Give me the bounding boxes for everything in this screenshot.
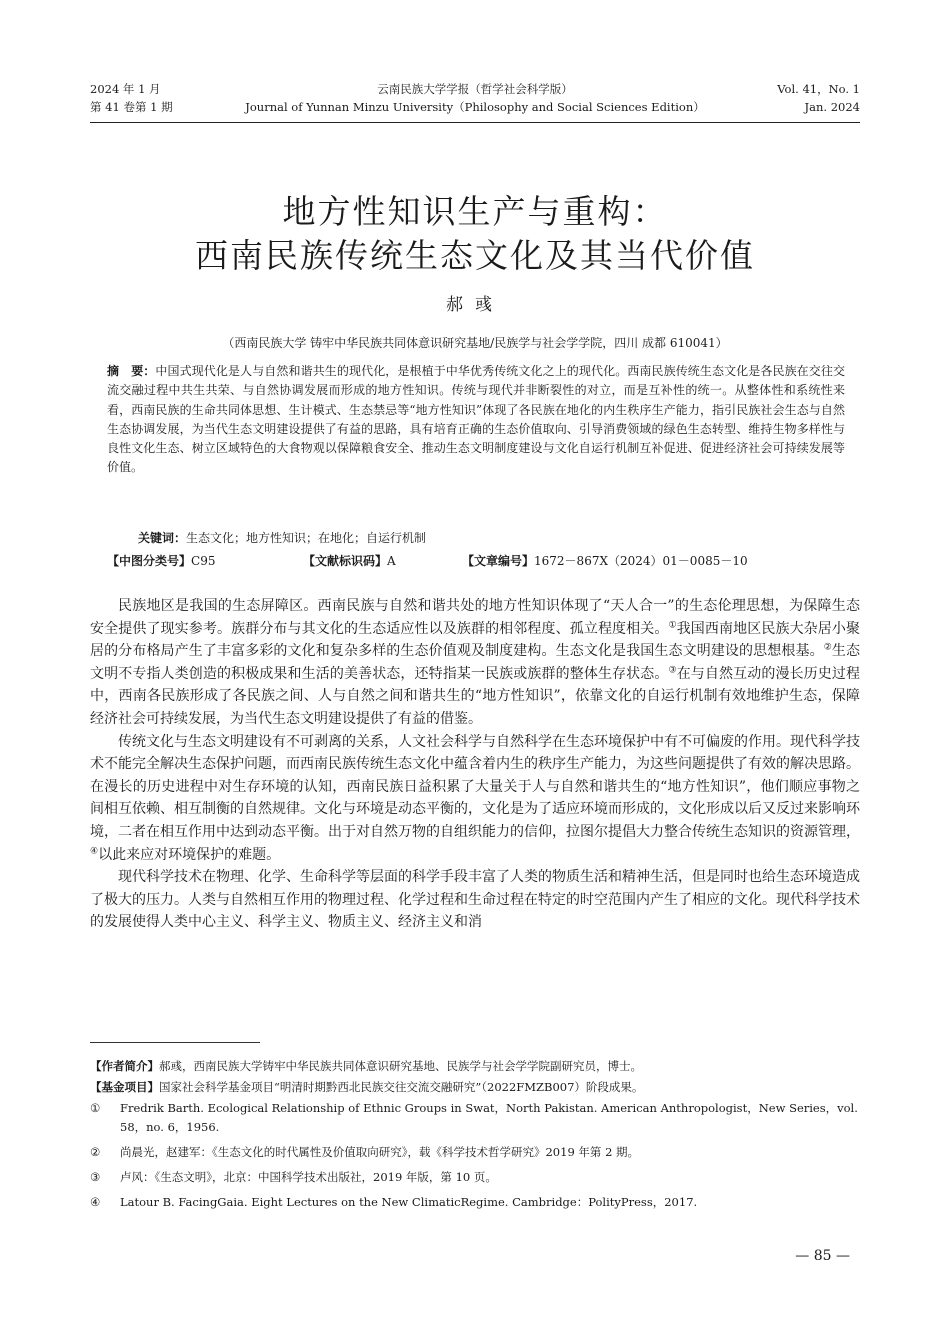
doc-value: A <box>387 554 396 568</box>
issue-date: 2024 年 1 月 <box>90 82 161 96</box>
title-line-1: 地方性知识生产与重构： <box>282 192 668 231</box>
footnote-3: ③ 卢风：《生态文明》，北京：中国科学技术出版社，2019 年版，第 10 页。 <box>90 1170 497 1184</box>
footnote-ref-4[interactable]: ④ <box>90 845 99 856</box>
clc-code <box>107 552 215 569</box>
article-number <box>462 552 748 569</box>
footnotes <box>90 1057 865 1218</box>
clc-label: 【中图分类号】 <box>107 554 192 568</box>
keywords-text: 生态文化；地方性知识；在地化；自运行机制 <box>186 531 427 545</box>
date-en: Jan. 2024 <box>804 100 860 114</box>
journal-name-en: Journal of Yunnan Minzu University（Philosophy and Social Sciences Edition） <box>245 100 705 114</box>
footnote-4: ④ Latour B. FacingGaia. Eight Lectures on the New ClimaticRegime. Cambridge：PolityPress，2017. <box>90 1195 698 1209</box>
footnote-ref-3[interactable]: ③ <box>668 665 677 676</box>
volume-en: Vol. 41，No. 1 <box>777 82 860 96</box>
journal-name-block <box>90 80 860 116</box>
affiliation: （西南民族大学 铸牢中华民族共同体意识研究基地/民族学与社会学学院，四川 成都 610041） <box>222 336 728 350</box>
author-name: 郝彧 <box>446 295 504 315</box>
journal-name-cn: 云南民族大学学报（哲学社会科学版） <box>377 82 573 96</box>
footnote-ref-2[interactable]: ② <box>823 642 832 653</box>
paragraph-3: 现代科学技术在物理、化学、生命科学等层面的科学手段丰富了人类的物质生活和精神生活，但是同时也给生态环境造成了极大的压力。人类与自然相互作用的物理过程、化学过程和生命过程在特定的时空范围内产生了相应的文化。现代科学技术的发展使得人类中心主义、科学主义、物质主义、经济主义和消 <box>90 869 860 931</box>
author-bio: 【作者简介】郝彧，西南民族大学铸牢中华民族共同体意识研究基地、民族学与社会学学院副研究员，博士。 <box>90 1059 642 1073</box>
volume-en-block <box>777 80 860 116</box>
body-text <box>90 595 860 934</box>
footnote-divider <box>90 1042 260 1043</box>
clc-value: C95 <box>191 554 216 568</box>
title-line-2: 西南民族传统生态文化及其当代价值 <box>195 236 755 275</box>
keywords-label: 关键词： <box>138 531 187 545</box>
abstract-label: 摘 要： <box>107 364 156 378</box>
footnote-2: ② 尚晨光，赵建军：《生态文化的时代属性及价值取向研究》，载《科学技术哲学研究》2019 年第 2 期。 <box>90 1145 640 1159</box>
doc-code <box>303 552 396 569</box>
footnote-ref-1[interactable]: ① <box>668 619 677 630</box>
abstract-text: 中国式现代化是人与自然和谐共生的现代化，是根植于中华优秀传统文化之上的现代化。西南民族传统生态文化是各民族在交往交流交融过程中共生共荣、与自然协调发展而形成的地方性知识。传统与现代并非断裂性的对立，而是互补性的统一。从整体性和系统性来看，西南民族的生命共同体思想、生计模式、生态禁忌等“地方性知识”体现了各民族在地化的内生秩序生产能力，指引民族社会生态与自然生态协调发展，为当代生态文明建设提供了有益的思路，具有培育正确的生态价值取向、引导消费领域的绿色生态转型、维持生物多样性与良性文化生态、树立区域特色的大食物观以保障粮食安全、推动生态文明制度建设与文化自运行机制互补促进、促进经济社会可持续发展等价值。 <box>107 364 845 475</box>
volume-issue: 第 41 卷第 1 期 <box>90 100 173 114</box>
page-number: — 85 — <box>795 1248 850 1264</box>
art-value: 1672－867X（2024）01－0085－10 <box>534 554 748 568</box>
running-header <box>90 80 860 123</box>
paragraph-1: 民族地区是我国的生态屏障区。西南民族与自然和谐共处的地方性知识体现了“天人合一”的生态伦理思想，为保障生态安全提供了现实参考。族群分布与其文化的生态适应性以及族群的相邻程度、孤立程度相关。①我国西南地区民族大杂居小聚居的分布格局产生了丰富多彩的文化和复杂多样的生态价值观及制度建构。生态文化是我国生态文明建设的思想根基。②生态文明不专指人类创造的积极成果和生活的美善状态，还特指某一民族或族群的整体生存状态。③在与自然互动的漫长历史过程中，西南各民族形成了各民族之间、人与自然之间和谐共生的“地方性知识”，依靠文化的自运行机制有效地维护生态，保障经济社会可持续发展，为当代生态文明建设提供了有益的借鉴。 <box>90 598 861 727</box>
abstract <box>107 362 845 478</box>
art-label: 【文章编号】 <box>462 554 535 568</box>
funding: 【基金项目】国家社会科学基金项目“明清时期黔西北民族交往交流交融研究”（2022FMZB007）阶段成果。 <box>90 1080 644 1094</box>
footnote-1: ① Fredrik Barth. Ecological Relationship of Ethnic Groups in Swat，North Pakistan. American Anthropologist，New Series，vol. 58，no. 6，1956. <box>90 1101 858 1134</box>
doc-label: 【文献标识码】 <box>303 554 388 568</box>
paragraph-2: 传统文化与生态文明建设有不可剥离的关系，人文社会科学与自然科学在生态环境保护中有不可偏废的作用。现代科学技术不能完全解决生态保护问题，而西南民族传统生态文化中蕴含着内生的秩序生产能力，为这些问题提供了有效的解决思路。在漫长的历史进程中对生存环境的认知，西南民族日益积累了大量关于人与自然和谐共生的“地方性知识”，他们顺应事物之间相互依赖、相互制衡的自然规律。文化与环境是动态平衡的，文化是为了适应环境而形成的，文化形成以后又反过来影响环境，二者在相互作用中达到动态平衡。出于对自然万物的自组织能力的信仰，拉图尔提倡大力整合传统生态知识的资源管理，④以此来应对环境保护的难题。 <box>90 733 860 863</box>
article-title <box>0 190 950 278</box>
keywords <box>138 529 426 546</box>
